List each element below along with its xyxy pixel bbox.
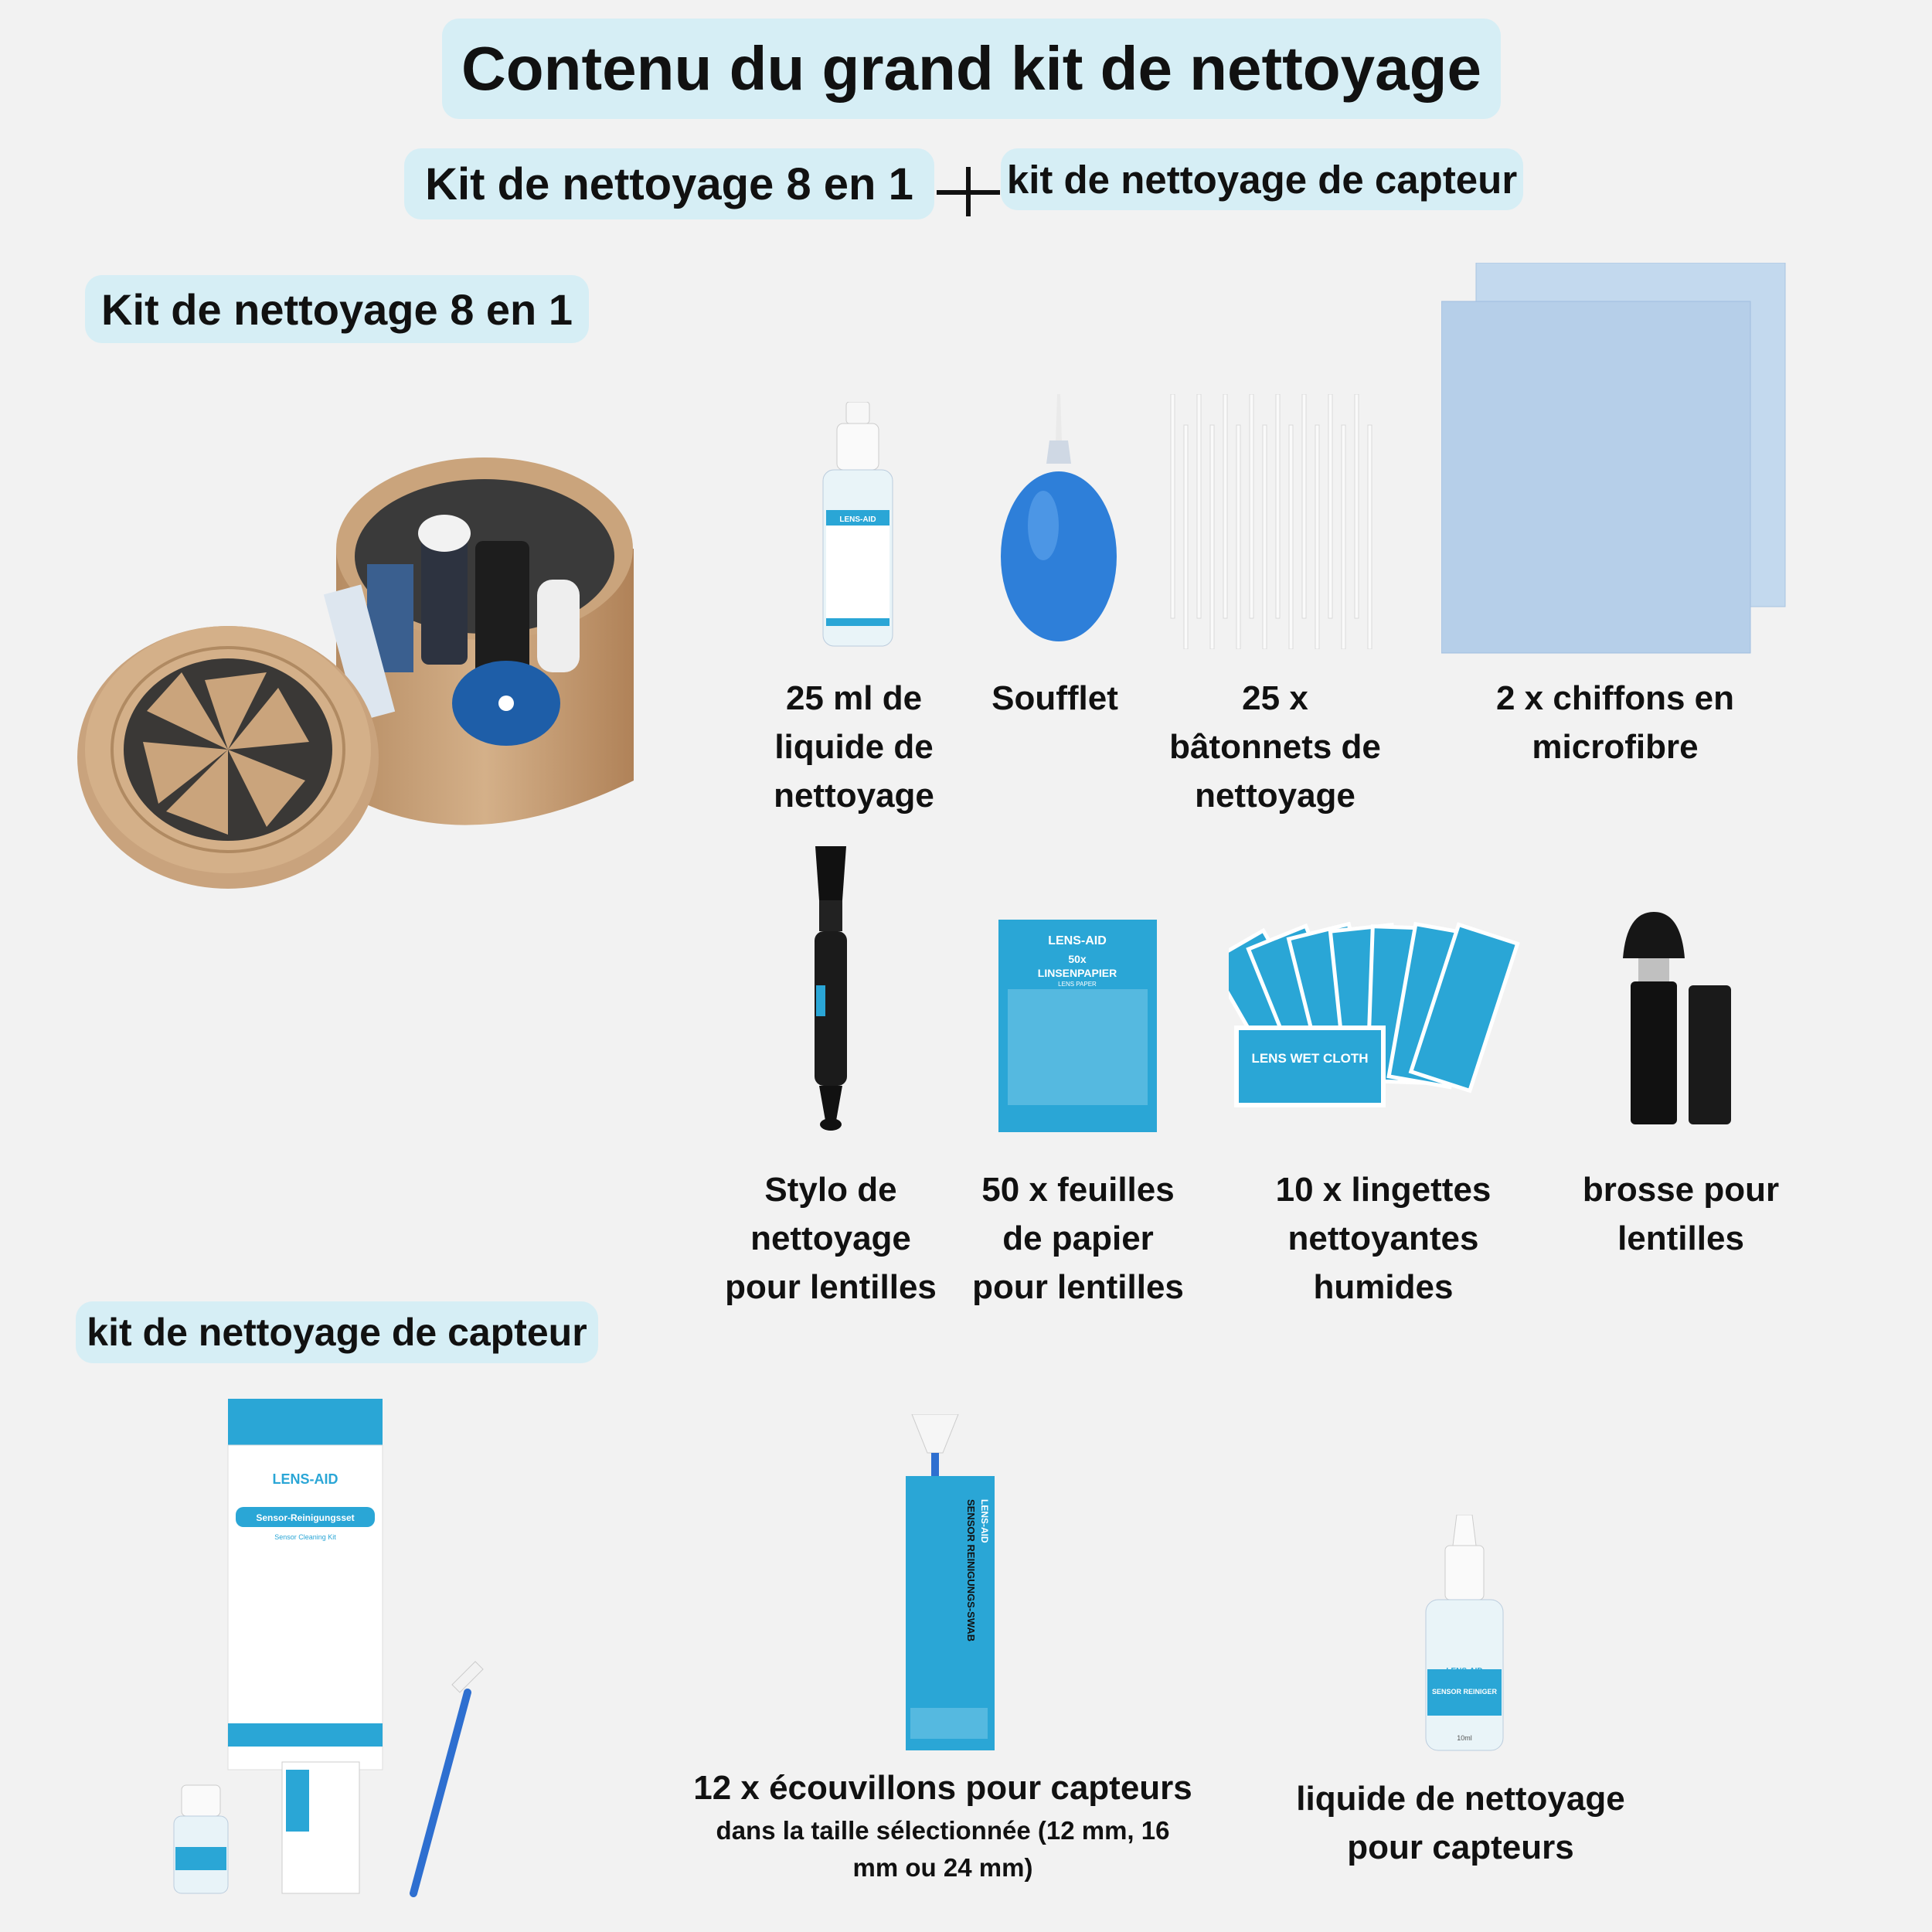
swab-stick [1184, 425, 1188, 649]
plus-icon [937, 167, 1000, 216]
item-label-wet-cloths: 10 x lingettes nettoyantes humides [1275, 1171, 1492, 1306]
cotton-swabs-image [1163, 394, 1387, 649]
paper-count: 50x [1068, 953, 1087, 965]
bottle-brand: LENS-AID [1446, 1667, 1483, 1675]
swab-stick [1210, 425, 1214, 649]
swab-stick [1328, 394, 1332, 618]
swab-stick [1355, 394, 1359, 618]
item-note-sensor-swabs: dans la taille sélectionnée (12 mm, 16 mm ou 24 mm) [716, 1816, 1170, 1882]
swab-stick [1368, 425, 1372, 649]
subtitle-kit-8-in-1: Kit de nettoyage 8 en 1 [404, 148, 934, 219]
box-title: Sensor-Reinigungsset [256, 1512, 355, 1523]
microfiber-cloths-image [1441, 263, 1789, 657]
item-label-cleaning-liquid: 25 ml de liquide de nettoyage [774, 679, 934, 815]
item-label-cotton-swabs: 25 x bâtonnets de nettoyage [1169, 679, 1381, 815]
kraft-tube-image [73, 448, 645, 896]
swab-stick [1276, 394, 1280, 618]
aperture-icon [124, 658, 332, 841]
blower-image [997, 394, 1121, 641]
item-label-lens-brush: brosse pour lentilles [1582, 1171, 1780, 1257]
swab-stick [1236, 425, 1240, 649]
sensor-kit-box-image [166, 1399, 498, 1901]
lens-pen-image [796, 846, 866, 1132]
paper-brand: LENS-AID [1048, 934, 1107, 947]
wipe-label: LENS WET CLOTH [1251, 1051, 1369, 1066]
lens-paper-image [998, 920, 1157, 1132]
swab-stick [1289, 425, 1293, 649]
item-label-lens-pen: Stylo de nettoyage pour lentilles [725, 1171, 937, 1306]
section-title-sensor-kit: kit de nettoyage de capteur [76, 1301, 598, 1363]
lens-brush-image [1615, 912, 1739, 1132]
item-label-microfiber-cloths: 2 x chiffons en microfibre [1495, 679, 1735, 766]
swab-stick [1223, 394, 1227, 618]
item-label-sensor-swabs: 12 x écouvillons pour capteurs [693, 1769, 1192, 1807]
box-brand: LENS-AID [272, 1471, 338, 1487]
item-label-sensor-liquid: liquide de nettoyage pour capteurs [1296, 1780, 1625, 1866]
spray-bottle-image [815, 402, 900, 649]
bottle-label: SENSOR REINIGER [1431, 1688, 1498, 1696]
swab-stick [1263, 425, 1267, 649]
section-title-kit-8-in-1: Kit de nettoyage 8 en 1 [85, 275, 589, 343]
item-label-lens-paper: 50 x feuilles de papier pour lentilles [972, 1171, 1184, 1306]
sensor-liquid-bottle-image [1422, 1515, 1507, 1754]
swab-stick [1197, 394, 1201, 618]
subtitle-sensor-kit: kit de nettoyage de capteur [1001, 148, 1523, 210]
swab-pack-brand: LENS-AID [979, 1499, 990, 1543]
paper-sub: LENS PAPER [1058, 981, 1097, 988]
swab-stick [1250, 394, 1253, 618]
bottle-volume: 10ml [1457, 1734, 1472, 1742]
sensor-swab-pack-image [896, 1414, 997, 1754]
spray-label-brand: LENS-AID [839, 515, 876, 524]
swab-stick [1342, 425, 1345, 649]
swab-pack-label: SENSOR REINIGUNGS-SWAB [965, 1499, 977, 1642]
wet-cloths-image [1229, 912, 1553, 1113]
box-sub: Sensor Cleaning Kit [274, 1533, 336, 1541]
swab-stick [1171, 394, 1175, 618]
swab-stick [1302, 394, 1306, 618]
page-title: Contenu du grand kit de nettoyage [442, 19, 1501, 119]
swab-stick [1315, 425, 1319, 649]
item-label-blower: Soufflet [992, 679, 1118, 717]
paper-name: LINSENPAPIER [1037, 967, 1117, 979]
